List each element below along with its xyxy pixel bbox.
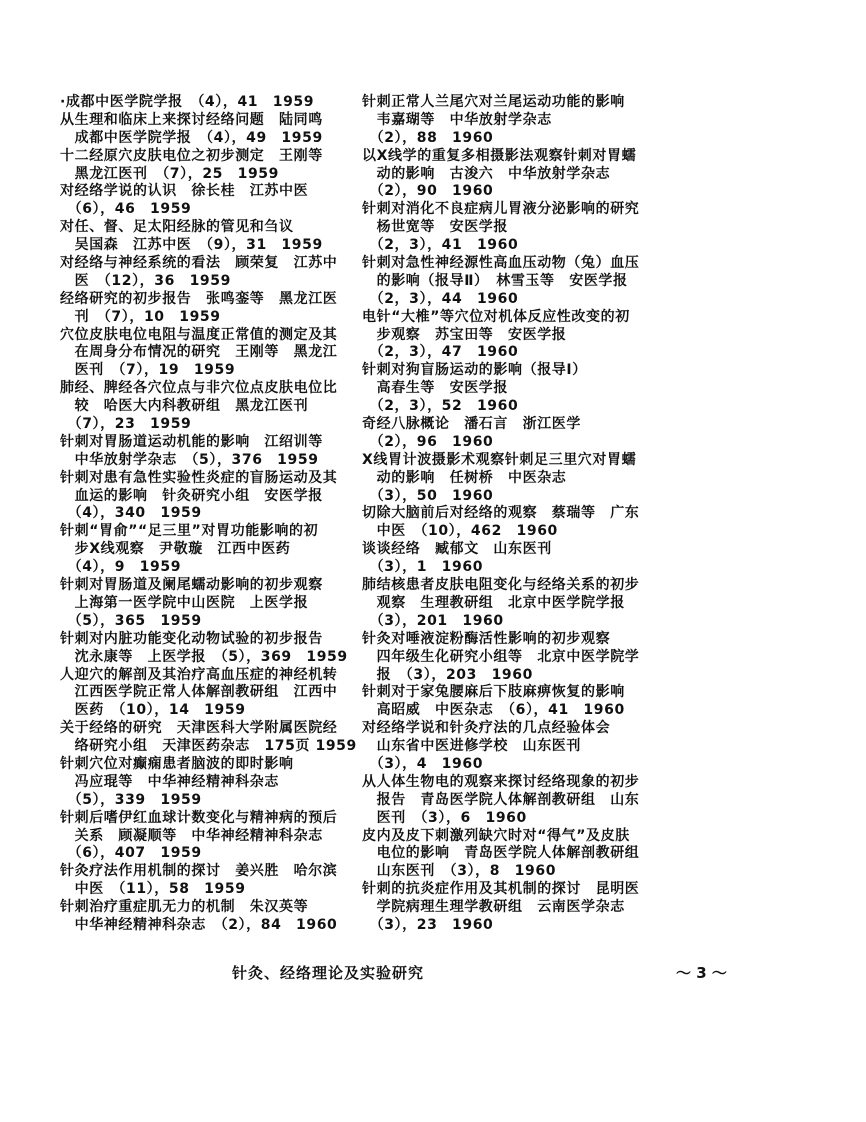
footer-section-title: 针灸、经络理论及实验研究 (232, 964, 425, 982)
right-column (362, 94, 662, 935)
reference-line: （6），407 1959 (60, 845, 202, 862)
reference-line: 针灸疗法作用机制的探讨 姜兴胜 哈尔滨 (60, 863, 338, 880)
reference-line: 针灸对唾液淀粉酶活性影响的初步观察 (362, 630, 611, 647)
reference-line: 上海第一医学院中山医院 上医学报 (60, 594, 309, 611)
reference-line: 刊 （7），10 1959 (60, 308, 221, 325)
reference-line: 高春生等 安医学报 (362, 380, 508, 397)
reference-line: 肺结核患者皮肤电阻变化与经络关系的初步 (362, 577, 640, 594)
reference-line: 针刺治疗重症肌无力的机制 朱汉英等 (60, 899, 309, 916)
reference-line: （2，3），52 1960 (362, 398, 519, 415)
reference-line: （6），46 1959 (60, 201, 192, 218)
reference-line: 动的影响 任树桥 中医杂志 (362, 469, 567, 486)
reference-line: 江西医学院正常人体解剖教研组 江西中 (60, 684, 338, 701)
reference-line: 学院病理生理学教研组 云南医学杂志 (362, 899, 625, 916)
reference-line: 山东医刊 （3），8 1960 (362, 863, 557, 880)
reference-line: 动的影响 古浚六 中华放射学杂志 (362, 165, 611, 182)
reference-line: 报告 青岛医学院人体解剖教研组 山东 (362, 791, 640, 808)
reference-line: 中华神经精神科杂志 （2），84 1960 (60, 916, 338, 933)
reference-line: 穴位皮肤电位电阻与温度正常值的测定及其 (60, 326, 338, 343)
reference-line: 奇经八脉概论 潘石言 浙江医学 (362, 416, 581, 433)
reference-line: （2，3），41 1960 (362, 237, 519, 254)
reference-line: 沈永康等 上医学报 （5），369 1959 (60, 648, 348, 665)
reference-line: 谈谈经络 臧郁文 山东医刊 (362, 541, 552, 558)
reference-line: 皮内及皮下刺激列缺穴时对“得气”及皮肤 (362, 827, 630, 844)
reference-line: 针刺正常人兰尾穴对兰尾运动功能的影响 (362, 94, 625, 110)
reference-line: 肺经、脾经各穴位点与非穴位点皮肤电位比 (60, 380, 338, 397)
reference-line: 医刊 （3），6 1960 (362, 809, 527, 826)
reference-line: 针刺对于家兔腰麻后下肢麻痹恢复的影响 (362, 684, 625, 701)
reference-line: 高昭威 中医杂志 （6），41 1960 (362, 702, 625, 719)
page-number: ～ 3 ～ (676, 964, 727, 982)
reference-line: 针刺对胃肠道及阑尾蠕动影响的初步观察 (60, 577, 323, 594)
reference-line: 关于经络的研究 天津医科大学附属医院经 (60, 720, 338, 737)
reference-line: 的影响（报导Ⅱ） 林雪玉等 安医学报 (362, 272, 628, 289)
reference-line: 针刺对狗盲肠运动的影响（报导Ⅰ） (362, 362, 587, 379)
reference-line: （3），23 1960 (362, 916, 494, 933)
reference-line: （5），339 1959 (60, 791, 202, 808)
reference-line: 针刺对急性神经源性高血压动物（兔）血压 (362, 255, 640, 272)
reference-line: 电针“大椎”等穴位对机体反应性改变的初 (362, 308, 630, 325)
reference-line: 关系 顾凝顺等 中华神经精神科杂志 (60, 827, 323, 844)
reference-line: 血运的影响 针灸研究小组 安医学报 (60, 487, 323, 504)
reference-line: （2），88 1960 (362, 129, 494, 146)
reference-line: （3），50 1960 (362, 487, 494, 504)
reference-line: 经络研究的初步报告 张鸣銮等 黑龙江医 (60, 290, 338, 307)
reference-line: 中医 （11），58 1959 (60, 881, 246, 898)
reference-line: 成都中医学院学报 （4），49 1959 (60, 129, 323, 146)
reference-line: 中医 （10），462 1960 (362, 523, 558, 540)
reference-line: 十二经原穴皮肤电位之初步测定 王刚等 (60, 147, 323, 164)
reference-line: 对经络学说的认识 徐长桂 江苏中医 (60, 183, 309, 200)
reference-line: 对经络与神经系统的看法 顾荣复 江苏中 (60, 255, 338, 272)
reference-line: 对经络学说和针灸疗法的几点经验体会 (362, 720, 611, 737)
reference-line: 以X线学的重复多相摄影法观察针刺对胃蠕 (362, 147, 637, 164)
reference-line: 针刺“胃俞”“足三里”对胃功能影响的初 (60, 523, 319, 540)
reference-line: 步观察 苏宝田等 安医学报 (362, 326, 567, 343)
reference-line: 从人体生物电的观察来探讨经络现象的初步 (362, 773, 640, 790)
reference-line: 针刺穴位对癫痫患者脑波的即时影响 (60, 755, 294, 772)
reference-line: 针刺对胃肠道运动机能的影响 江绍训等 (60, 433, 323, 450)
reference-line: （2），96 1960 (362, 433, 494, 450)
reference-line: （3），201 1960 (362, 612, 504, 629)
reference-line: （2），90 1960 (362, 183, 494, 200)
reference-line: 杨世宽等 安医学报 (362, 219, 508, 236)
reference-line: 医 （12），36 1959 (60, 272, 231, 289)
reference-line: 针刺的抗炎症作用及其机制的探讨 昆明医 (362, 881, 640, 898)
reference-line: 四年级生化研究小组等 北京中医学院学 (362, 648, 640, 665)
reference-line: 报 （3），203 1960 (362, 666, 533, 683)
reference-line: 络研究小组 天津医药杂志 175页 1959 (60, 738, 357, 755)
reference-line: 针刺对内脏功能变化动物试验的初步报告 (60, 630, 323, 647)
reference-line: （7），23 1959 (60, 416, 192, 433)
reference-line: （4），9 1959 (60, 559, 182, 576)
left-column (60, 94, 360, 935)
reference-line: （3），1 1960 (362, 559, 484, 576)
reference-line: （4），340 1959 (60, 505, 202, 522)
reference-line: 人迎穴的解剖及其治疗高血压症的神经机转 (60, 666, 338, 683)
reference-line: 针刺后嗜伊红血球计数变化与精神病的预后 (60, 809, 338, 826)
reference-line: 医药 （10），14 1959 (60, 702, 246, 719)
reference-line: 山东省中医进修学校 山东医刊 (362, 738, 581, 755)
reference-line: （2，3），47 1960 (362, 344, 519, 361)
reference-line: 冯应琨等 中华神经精神科杂志 (60, 773, 279, 790)
reference-line: 观察 生理教研组 北京中医学院学报 (362, 594, 625, 611)
reference-line: 中华放射学杂志 （5），376 1959 (60, 451, 319, 468)
reference-line: 电位的影响 青岛医学院人体解剖教研组 (362, 845, 640, 862)
reference-line: 切除大脑前后对经络的观察 蔡瑞等 广东 (362, 505, 640, 522)
reference-line: （2，3），44 1960 (362, 290, 519, 307)
reference-line: 黑龙江医刊 （7），25 1959 (60, 165, 279, 182)
reference-line: 对任、督、足太阳经脉的管见和刍议 (60, 219, 294, 236)
reference-line: （5），365 1959 (60, 612, 202, 629)
reference-line: 韦嘉瑚等 中华放射学杂志 (362, 111, 552, 128)
reference-line: （3），4 1960 (362, 755, 484, 772)
reference-line: 从生理和临床上来探讨经络问题 陆同鸣 (60, 111, 323, 128)
reference-line: ·成都中医学院学报 （4），41 1959 (60, 94, 315, 110)
reference-line: X线胃计波摄影术观察针刺足三里穴对胃蠕 (362, 451, 637, 468)
reference-line: 医刊 （7），19 1959 (60, 362, 236, 379)
reference-line: 针刺对消化不良症病儿胃液分泌影响的研究 (362, 201, 640, 218)
reference-line: 在周身分布情况的研究 王刚等 黑龙江 (60, 344, 338, 361)
reference-line: 步X线观察 尹敬璇 江西中医药 (60, 541, 291, 558)
reference-line: 较 哈医大内科教研组 黑龙江医刊 (60, 398, 309, 415)
reference-line: 吴国森 江苏中医 （9），31 1959 (60, 237, 323, 254)
reference-line: 针刺对患有急性实验性炎症的盲肠运动及其 (60, 469, 338, 486)
